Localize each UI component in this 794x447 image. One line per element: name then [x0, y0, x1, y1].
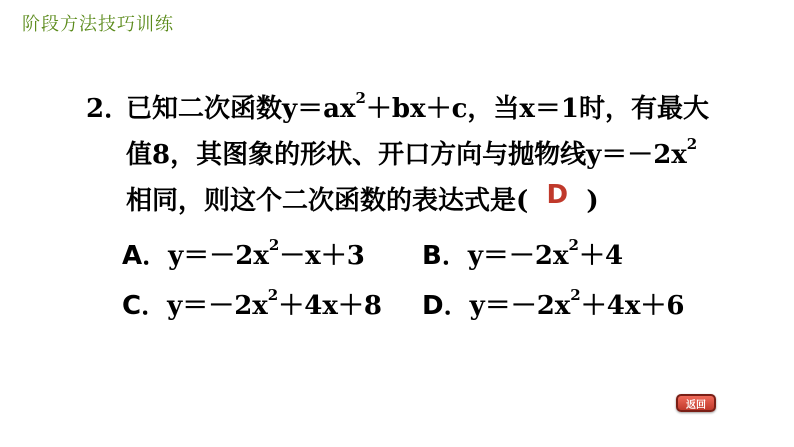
exponent: 2: [267, 285, 279, 304]
section-title: 阶段方法技巧训练: [22, 14, 174, 35]
return-button[interactable]: 返回: [676, 394, 716, 412]
option-expr: y＝－2x: [168, 240, 269, 271]
option-expr: y＝－2x: [167, 290, 268, 321]
exponent: 2: [268, 235, 280, 254]
option-label: A．: [122, 240, 169, 271]
option-expr-tail: ＋4x＋8: [278, 290, 382, 321]
exponent: 2: [568, 235, 579, 254]
option-label: D．: [422, 290, 470, 321]
option-expr-tail: ＋4: [578, 240, 624, 271]
option-d[interactable]: [422, 285, 722, 322]
options-block: [122, 228, 722, 328]
exponent: 2: [355, 89, 366, 108]
option-c[interactable]: [122, 285, 422, 322]
option-label: B．: [422, 240, 468, 271]
question-text-1b: ＋bx＋c，当x＝1时，有最大: [365, 94, 710, 124]
function-expression: y＝ax: [282, 94, 356, 124]
option-label: C．: [122, 290, 168, 321]
question-text-1a: 已知二次函数: [126, 94, 283, 124]
question-line-3: [86, 178, 766, 224]
question-text-3b: ): [586, 186, 599, 216]
exponent: 2: [570, 285, 581, 304]
options-row-2: [122, 278, 722, 328]
option-expr: y＝－2x: [469, 290, 571, 321]
question-line-2: [86, 132, 766, 178]
option-expr: y＝－2x: [467, 240, 569, 271]
question-block: [86, 86, 766, 224]
option-a[interactable]: [122, 235, 422, 272]
question-text-2: 值8，其图象的形状、开口方向与抛物线y＝－2x: [126, 140, 687, 170]
option-b[interactable]: [422, 235, 722, 272]
options-row-1: [122, 228, 722, 278]
question-line-1: [86, 86, 766, 132]
question-number: 2．: [86, 94, 131, 124]
exponent: 2: [686, 135, 698, 154]
option-expr-tail: －x＋3: [279, 240, 365, 271]
option-expr-tail: ＋4x＋6: [580, 290, 685, 321]
question-text-3a: 相同，则这个二次函数的表达式是(: [126, 186, 529, 216]
answer-mark: D: [546, 180, 569, 210]
